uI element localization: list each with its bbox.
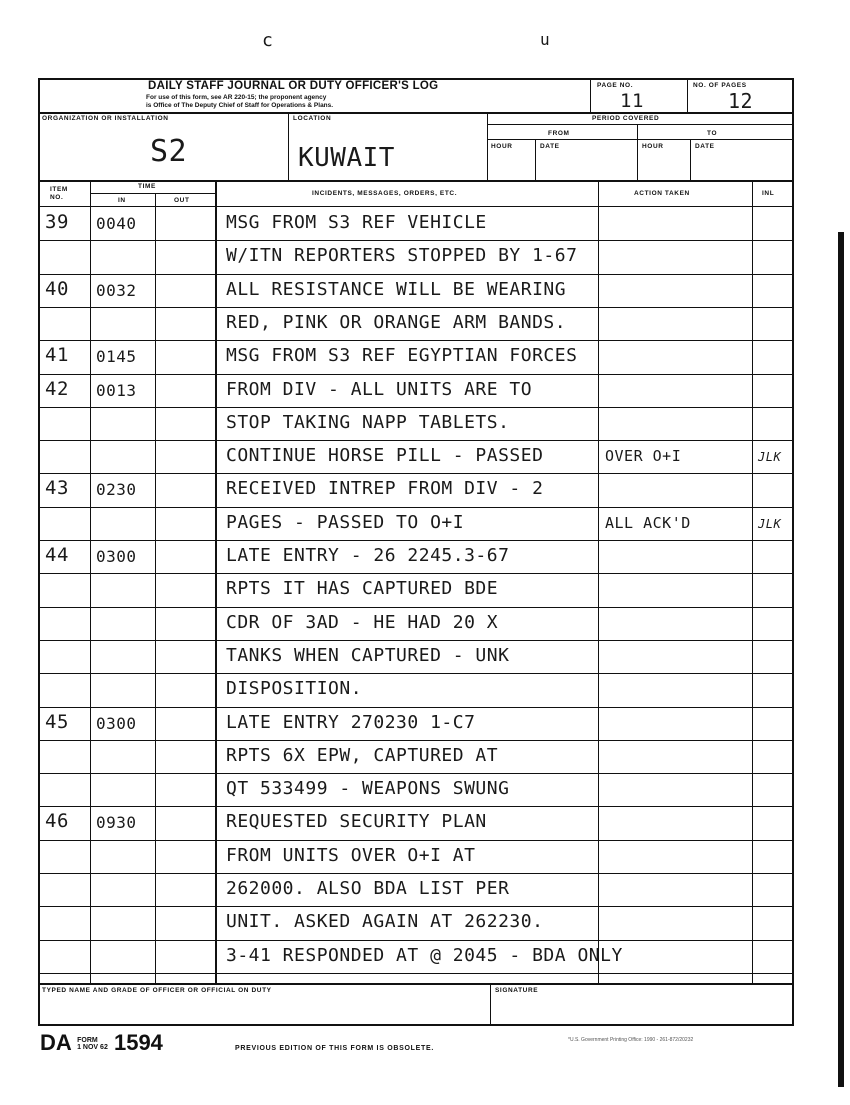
initials-value: JLK — [758, 516, 782, 531]
stray-mark-right: u — [540, 30, 551, 49]
time-in-value: 0013 — [96, 380, 137, 400]
entry-text: PAGES - PASSED TO O+I — [226, 511, 465, 533]
signature-label: SIGNATURE — [495, 987, 539, 994]
entry-text: STOP TAKING NAPP TABLETS. — [226, 411, 510, 433]
item-number: 46 — [45, 810, 69, 833]
inl-label: INL — [762, 190, 775, 197]
footer-form-date: 1 NOV 62 — [77, 1044, 108, 1052]
col-header-time-split — [90, 193, 215, 194]
page-no-value: 11 — [620, 90, 644, 112]
item-number: 39 — [45, 211, 69, 233]
from-hour-label: HOUR — [491, 143, 513, 150]
organization-value: S2 — [150, 134, 188, 169]
entry-text: LATE ENTRY - 26 2245.3-67 — [226, 545, 510, 566]
item-number: 45 — [45, 710, 69, 733]
time-out-label: OUT — [174, 197, 190, 204]
location-label: LOCATION — [293, 115, 332, 122]
entry-text: CDR OF 3AD - HE HAD 20 X — [226, 611, 499, 633]
typed-name-label: TYPED NAME AND GRADE OF OFFICER OR OFFICIAL ON DUTY — [42, 987, 272, 994]
entry-text: RPTS IT HAS CAPTURED BDE — [226, 578, 499, 600]
entry-text: MSG FROM S3 REF VEHICLE — [226, 212, 487, 233]
action-taken-label: ACTION TAKEN — [634, 190, 690, 197]
no-of-pages-label: NO. OF PAGES — [693, 82, 747, 89]
time-in-value: 0230 — [96, 480, 137, 500]
time-in-value: 0040 — [96, 214, 137, 233]
time-in-label: IN — [118, 197, 126, 204]
stray-mark-left: c — [262, 30, 274, 51]
time-label: TIME — [138, 183, 156, 190]
table-row — [0, 673, 850, 706]
header-vline-from-to — [637, 124, 638, 180]
entry-text: CONTINUE HORSE PILL - PASSED — [226, 445, 544, 467]
entry-text: UNIT. ASKED AGAIN AT 262230. — [226, 911, 544, 933]
entry-text: RECEIVED INTREP FROM DIV - 2 — [226, 478, 544, 500]
entry-text: W/ITN REPORTERS STOPPED BY 1-67 — [226, 245, 578, 267]
entry-text: QT 533499 - WEAPONS SWUNG — [226, 778, 510, 800]
form-title: DAILY STAFF JOURNAL OR DUTY OFFICER'S LOG — [148, 80, 439, 92]
entry-text: 3-41 RESPONDED AT @ 2045 - BDA ONLY — [226, 944, 623, 966]
item-number: 44 — [45, 544, 69, 566]
item-number: 40 — [45, 277, 69, 300]
entry-text: MSG FROM S3 REF EGYPTIAN FORCES — [226, 345, 578, 367]
entry-text: RPTS 6X EPW, CAPTURED AT — [226, 744, 499, 766]
header-vline-pageno-right — [687, 79, 688, 112]
period-covered-label: PERIOD COVERED — [592, 115, 660, 122]
from-label: FROM — [548, 130, 570, 137]
footer-form-word-date — [77, 1037, 108, 1051]
entry-text: TANKS WHEN CAPTURED - UNK — [226, 644, 510, 666]
from-date-label: DATE — [540, 143, 560, 150]
item-number: 43 — [45, 477, 69, 500]
to-label: TO — [707, 130, 718, 137]
header-hline-2 — [39, 180, 793, 182]
header-hline-period — [487, 124, 793, 125]
time-in-value: 0930 — [96, 813, 137, 833]
no-of-pages-value: 12 — [728, 89, 754, 113]
item-number: 41 — [45, 344, 69, 367]
header-hline-fromto — [487, 139, 793, 140]
page-no-label: PAGE NO. — [597, 82, 634, 89]
header-vline-title-right — [590, 79, 591, 112]
signature-top-line — [39, 983, 793, 985]
incidents-label: INCIDENTS, MESSAGES, ORDERS, ETC. — [312, 190, 458, 197]
entry-text: ALL RESISTANCE WILL BE WEARING — [226, 278, 567, 300]
header-vline-to-hour — [690, 139, 691, 180]
footer-obsolete-note: PREVIOUS EDITION OF THIS FORM IS OBSOLETE. — [235, 1045, 434, 1052]
time-in-value: 0300 — [96, 547, 137, 566]
to-date-label: DATE — [695, 143, 715, 150]
location-value: KUWAIT — [298, 143, 395, 173]
header-vline-org-right — [288, 112, 289, 180]
header-vline-loc-right — [487, 112, 488, 180]
time-in-value: 0300 — [96, 713, 137, 733]
initials-value: JLK — [758, 450, 782, 465]
entry-text: DISPOSITION. — [226, 678, 363, 700]
footer-form-word: FORM — [77, 1037, 98, 1045]
action-taken-value: OVER O+I — [605, 447, 682, 466]
entry-text: FROM DIV - ALL UNITS ARE TO — [226, 378, 533, 400]
time-in-value: 0032 — [96, 280, 137, 300]
header-hline-1 — [39, 112, 793, 114]
entry-text: LATE ENTRY 270230 1-C7 — [226, 711, 476, 733]
form-subtitle-line1: For use of this form, see AR 220-15; the proponent agency — [146, 94, 327, 101]
row-divider — [39, 973, 793, 974]
action-taken-value: ALL ACK'D — [605, 513, 691, 532]
entry-text: RED, PINK OR ORANGE ARM BANDS. — [226, 311, 567, 333]
organization-label: ORGANIZATION OR INSTALLATION — [42, 115, 169, 122]
header-vline-from-hour — [535, 139, 536, 180]
item-number: 42 — [45, 377, 69, 400]
item-no-label: ITEM NO. — [50, 186, 68, 201]
form-subtitle-line2: is Office of The Deputy Chief of Staff for Operations & Plans. — [146, 102, 334, 109]
footer-form-number: 1594 — [113, 1030, 163, 1055]
footer-da: DA — [40, 1030, 71, 1055]
time-in-value: 0145 — [96, 347, 137, 367]
entry-text: REQUESTED SECURITY PLAN — [226, 811, 487, 833]
form-number — [40, 1030, 163, 1056]
to-hour-label: HOUR — [642, 143, 664, 150]
footer-printer-line: *U.S. Government Printing Office: 1990 - 261-872/20232 — [568, 1037, 694, 1043]
entry-text: FROM UNITS OVER O+I AT — [226, 844, 476, 866]
signature-divider — [490, 983, 491, 1025]
entry-text: 262000. ALSO BDA LIST PER — [226, 878, 510, 899]
